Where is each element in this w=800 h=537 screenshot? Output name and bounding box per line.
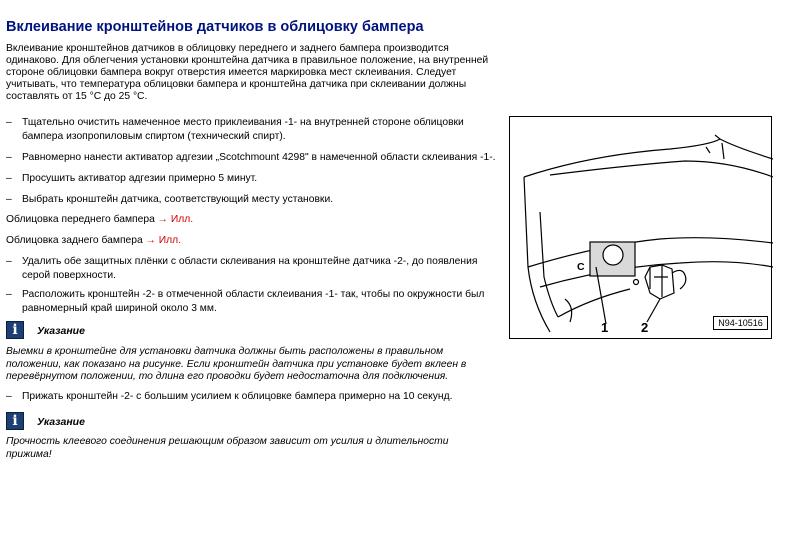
step-item [6, 116, 506, 143]
step-text: Тщательно очистить намеченное место приклеивания -1- на внутренней стороне облицовки бампера изопропиловым спиртом (технический спирт). [22, 117, 464, 142]
callout-1: 1 [601, 320, 609, 335]
step-item [6, 193, 506, 207]
dash-marker: – [6, 194, 12, 205]
info-icon: i [6, 412, 24, 430]
step-text: Расположить кронштейн -2- в отмеченной области склеивания -1- так, чтобы по окружности был равномерный край шириной около 3 мм. [22, 289, 485, 314]
step-text: Выбрать кронштейн датчика, соответствующий месту установки. [22, 194, 334, 205]
note-text: Выемки в кронштейне для установки датчика должны быть расположены в правильном положении, как показано на рисунке. Если кронштейн датчика при установке будет вклеен в перевёрнутом положении, то длина его проводки будет недостаточна для подключения. [6, 346, 467, 382]
note-label: Указание [37, 416, 85, 428]
dash-marker: – [6, 391, 12, 402]
dash-marker: – [6, 173, 12, 184]
bumper-illustration [509, 116, 772, 339]
reference-rear-bumper [6, 235, 181, 246]
step-item [6, 390, 506, 404]
dash-marker: – [6, 289, 12, 300]
arrow-right-icon: → [157, 214, 168, 225]
reference-text: Облицовка заднего бампера [6, 235, 143, 246]
step-text: Удалить обе защитных плёнки с области склеивания на кронштейне датчика -2-, до появления серой поверхности. [22, 256, 478, 281]
illustration-link[interactable]: Илл. [170, 214, 194, 225]
dash-marker: – [6, 152, 12, 163]
dash-marker: – [6, 256, 12, 267]
step-item [6, 151, 506, 165]
marking-label-c: C [577, 261, 585, 273]
bumper-drawing [510, 117, 773, 340]
note-text: Прочность клеевого соединения решающим образом зависит от усилия и длительности прижима! [6, 436, 449, 460]
reference-text: Облицовка переднего бампера [6, 214, 155, 225]
step-item [6, 172, 506, 186]
dash-marker: – [6, 117, 12, 128]
step-text: Равномерно нанести активатор адгезии „Scotchmount 4298" в намеченной области склеивания -1-. [22, 152, 496, 163]
step-item [6, 288, 506, 315]
note-label: Указание [37, 325, 85, 337]
info-icon: i [6, 321, 24, 339]
illustration-link[interactable]: Илл. [158, 235, 182, 246]
reference-front-bumper [6, 214, 193, 225]
step-text: Просушить активатор адгезии примерно 5 минут. [22, 173, 258, 184]
intro-paragraph: Вклеивание кронштейнов датчиков в облицовку переднего и заднего бампера производится одинаково. Для облегчения установки кронштейна датчика в правильное положение, на внутренней стороне облицовки бампера вокруг отверстия имеется маркировка мест склеивания. Следует учитывать, что температура облицовки бампера и кронштейна датчика при склеивании должны составлять от 15 °C до 25 °C. [6, 43, 489, 102]
step-item [6, 255, 506, 282]
callout-2: 2 [641, 320, 649, 335]
figure-code: N94-10516 [713, 316, 768, 330]
page-title: Вклеивание кронштейнов датчиков в облицовку бампера [6, 19, 424, 35]
arrow-right-icon: → [145, 235, 156, 246]
step-text: Прижать кронштейн -2- с большим усилием к облицовке бампера примерно на 10 секунд. [22, 391, 453, 402]
